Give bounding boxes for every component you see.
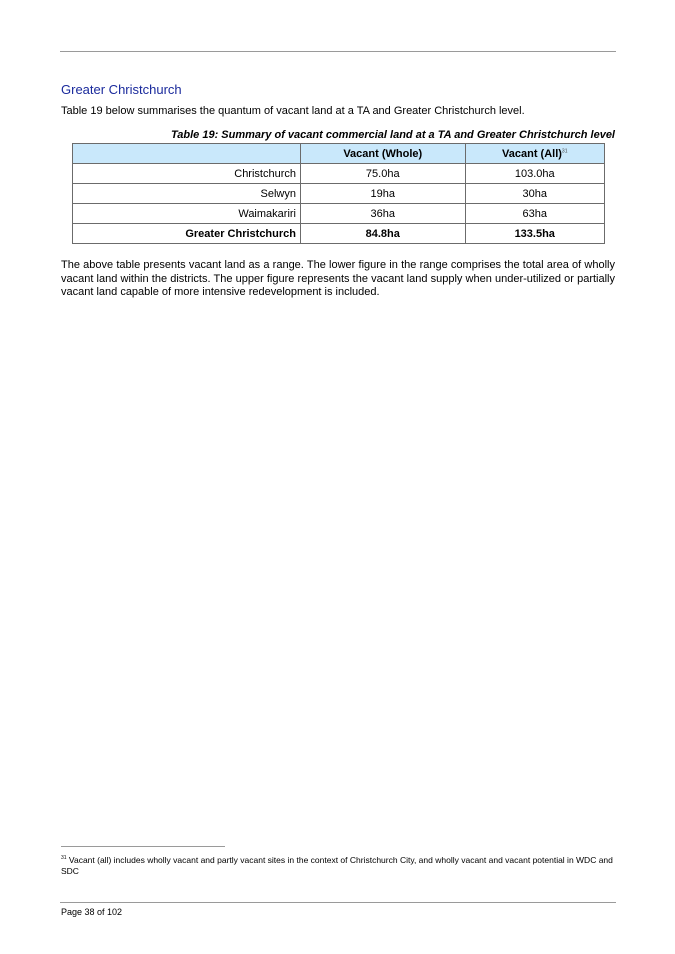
footer-rule <box>60 902 616 903</box>
body-paragraph: The above table presents vacant land as a range. The lower figure in the range comprises the total area of wholly vacant land within the districts. The upper figure represents the vacant land supply when under-utilized or partially vacant land capable of more intensive redevelopment is included. <box>61 259 615 298</box>
table-row <box>73 164 605 184</box>
row-label: Selwyn <box>73 184 301 204</box>
section-heading: Greater Christchurch <box>61 82 182 97</box>
cell-vacant-whole: 19ha <box>301 184 466 204</box>
row-label: Waimakariri <box>73 204 301 224</box>
header-vacant-all-label: Vacant (All) <box>502 147 562 160</box>
table-caption: Table 19: Summary of vacant commercial land at a TA and Greater Christchurch level <box>170 129 615 141</box>
total-vacant-whole: 84.8ha <box>301 224 466 244</box>
footnote-text: Vacant (all) includes wholly vacant and partly vacant sites in the context of Christchurch City, and wholly vacant and vacant potential in WDC and SDC <box>61 854 613 876</box>
table-row <box>73 184 605 204</box>
page-number: Page 38 of 102 <box>61 907 123 917</box>
vacant-land-table <box>72 143 605 244</box>
cell-vacant-whole: 75.0ha <box>301 164 466 184</box>
cell-vacant-all: 30ha <box>465 184 604 204</box>
table-row <box>73 204 605 224</box>
footnote-rule <box>61 846 225 847</box>
intro-paragraph: Table 19 below summarises the quantum of vacant land at a TA and Greater Christchurch level. <box>61 105 525 117</box>
total-label: Greater Christchurch <box>73 224 301 244</box>
header-cell-vacant-whole: Vacant (Whole) <box>301 144 466 164</box>
cell-vacant-all: 63ha <box>465 204 604 224</box>
table-header-row <box>73 144 605 164</box>
header-cell-blank <box>73 144 301 164</box>
footnote-number: 31 <box>61 855 67 861</box>
footnote-ref: 31 <box>561 147 568 154</box>
cell-vacant-all: 103.0ha <box>465 164 604 184</box>
cell-vacant-whole: 36ha <box>301 204 466 224</box>
header-cell-vacant-all <box>465 144 604 164</box>
footnote <box>61 853 617 877</box>
row-label: Christchurch <box>73 164 301 184</box>
header-rule <box>60 51 616 52</box>
total-vacant-all: 133.5ha <box>465 224 604 244</box>
table-total-row <box>73 224 605 244</box>
